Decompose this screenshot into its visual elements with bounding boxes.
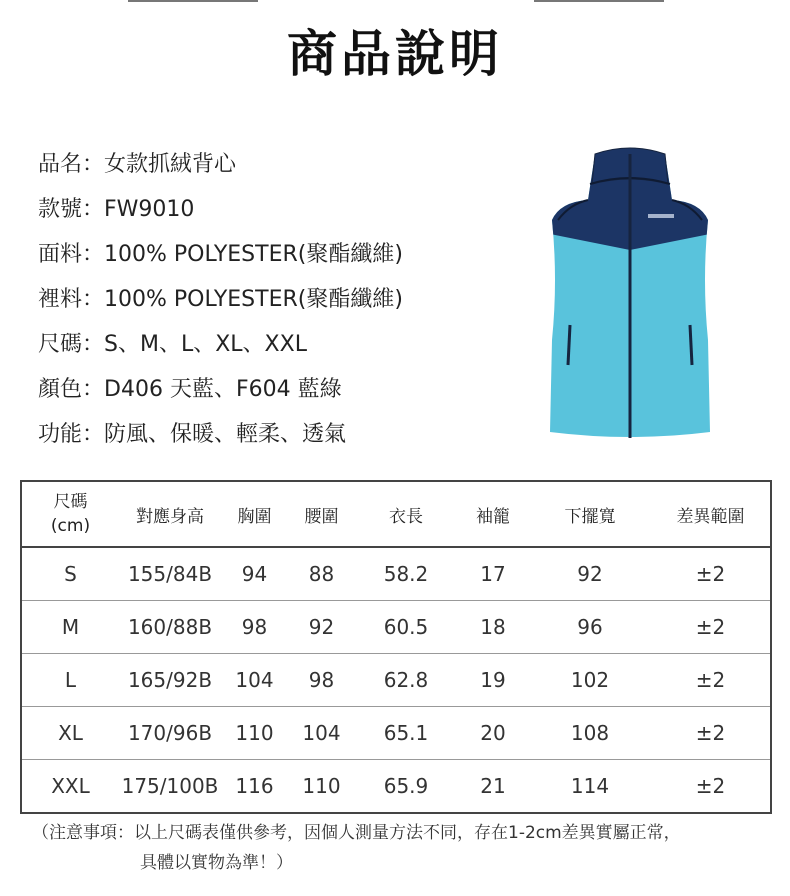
col-header-length: 衣長 — [355, 481, 457, 547]
cell-hem: 114 — [529, 760, 651, 814]
col-header-size: 尺碼 (cm) — [21, 481, 119, 547]
cell-tolerance: ±2 — [651, 707, 771, 760]
spec-row-sizes — [38, 322, 403, 367]
note-line-1: （注意事項：以上尺碼表僅供參考，因個人測量方法不同，存在1-2cm差異實屬正常， — [32, 823, 681, 843]
cell-tolerance: ±2 — [695, 562, 726, 586]
spec-label: 面料： — [38, 242, 105, 267]
cell-waist: 88 — [308, 562, 335, 586]
cell-chest: 94 — [241, 562, 268, 586]
table-row — [21, 760, 771, 814]
cell-tolerance: ±2 — [651, 654, 771, 707]
spec-value: 100% POLYESTER(聚酯纖維) — [104, 287, 403, 312]
spec-label: 裡料： — [38, 287, 105, 312]
cell-height: 165/92B — [119, 654, 221, 707]
cell-tolerance: ±2 — [651, 601, 771, 654]
spec-row-lining — [38, 277, 403, 322]
cell-length: 58.2 — [383, 562, 429, 586]
cell-waist: 92 — [288, 601, 355, 654]
cell-length: 65.1 — [355, 707, 457, 760]
spec-row-colors — [38, 367, 403, 412]
spec-value: D406 天藍、F604 藍綠 — [104, 377, 342, 402]
cell-height: 160/88B — [119, 601, 221, 654]
cell-armhole: 18 — [457, 601, 529, 654]
cell-height: 170/96B — [119, 707, 221, 760]
col-header-chest: 胸圍 — [221, 481, 288, 547]
cell-waist: 104 — [288, 707, 355, 760]
table-row — [21, 601, 771, 654]
cell-waist: 110 — [288, 760, 355, 814]
spec-list — [38, 142, 403, 457]
vest-product-image — [540, 140, 720, 440]
top-divider-left — [128, 0, 258, 2]
spec-value: FW9010 — [104, 197, 195, 222]
spec-label: 品名： — [38, 152, 105, 177]
cell-height: 175/100B — [119, 760, 221, 814]
cell-armhole: 17 — [480, 562, 506, 586]
cell-waist: 98 — [288, 654, 355, 707]
size-chart-table — [20, 480, 772, 814]
cell-armhole: 19 — [457, 654, 529, 707]
spec-value: 女款抓絨背心 — [104, 152, 237, 177]
spec-row-functions — [38, 412, 403, 457]
cell-height: 155/84B — [127, 562, 213, 586]
cell-size: M — [21, 601, 119, 654]
cell-hem: 102 — [529, 654, 651, 707]
col-header-waist: 腰圍 — [288, 481, 355, 547]
table-row — [21, 654, 771, 707]
cell-size: L — [21, 654, 119, 707]
spec-row-style-no — [38, 187, 403, 232]
col-header-hem: 下擺寬 — [529, 481, 651, 547]
page-title: 商品說明 — [287, 25, 503, 83]
spec-row-fabric — [38, 232, 403, 277]
cell-chest: 104 — [221, 654, 288, 707]
cell-length: 60.5 — [355, 601, 457, 654]
table-header-row — [21, 481, 771, 547]
cell-chest: 98 — [221, 601, 288, 654]
vest-logo — [648, 214, 674, 218]
spec-label: 尺碼： — [38, 332, 105, 357]
col-header-armhole: 袖籠 — [457, 481, 529, 547]
spec-value: S、M、L、XL、XXL — [104, 332, 307, 357]
table-row — [21, 547, 771, 601]
cell-hem: 96 — [529, 601, 651, 654]
spec-value: 防風、保暖、輕柔、透氣 — [104, 422, 347, 447]
cell-tolerance: ±2 — [651, 760, 771, 814]
cell-chest: 110 — [221, 707, 288, 760]
cell-armhole: 21 — [457, 760, 529, 814]
cell-hem: 108 — [529, 707, 651, 760]
note-line-2: 具體以實物為準！） — [140, 853, 293, 873]
spec-label: 顏色： — [38, 377, 105, 402]
cell-chest: 116 — [221, 760, 288, 814]
col-header-height: 對應身高 — [119, 481, 221, 547]
table-row — [21, 707, 771, 760]
cell-size: XL — [21, 707, 119, 760]
spec-label: 款號： — [38, 197, 105, 222]
cell-armhole: 20 — [457, 707, 529, 760]
cell-size: S — [64, 562, 77, 586]
cell-size: XXL — [21, 760, 119, 814]
cell-length: 62.8 — [355, 654, 457, 707]
cell-hem: 92 — [577, 562, 603, 586]
top-divider-right — [534, 0, 664, 2]
spec-value: 100% POLYESTER(聚酯纖維) — [104, 242, 403, 267]
disclaimer-note — [32, 818, 772, 878]
cell-length: 65.9 — [355, 760, 457, 814]
spec-row-name — [38, 142, 403, 187]
spec-label: 功能： — [38, 422, 105, 447]
col-header-tolerance: 差異範圍 — [651, 481, 771, 547]
